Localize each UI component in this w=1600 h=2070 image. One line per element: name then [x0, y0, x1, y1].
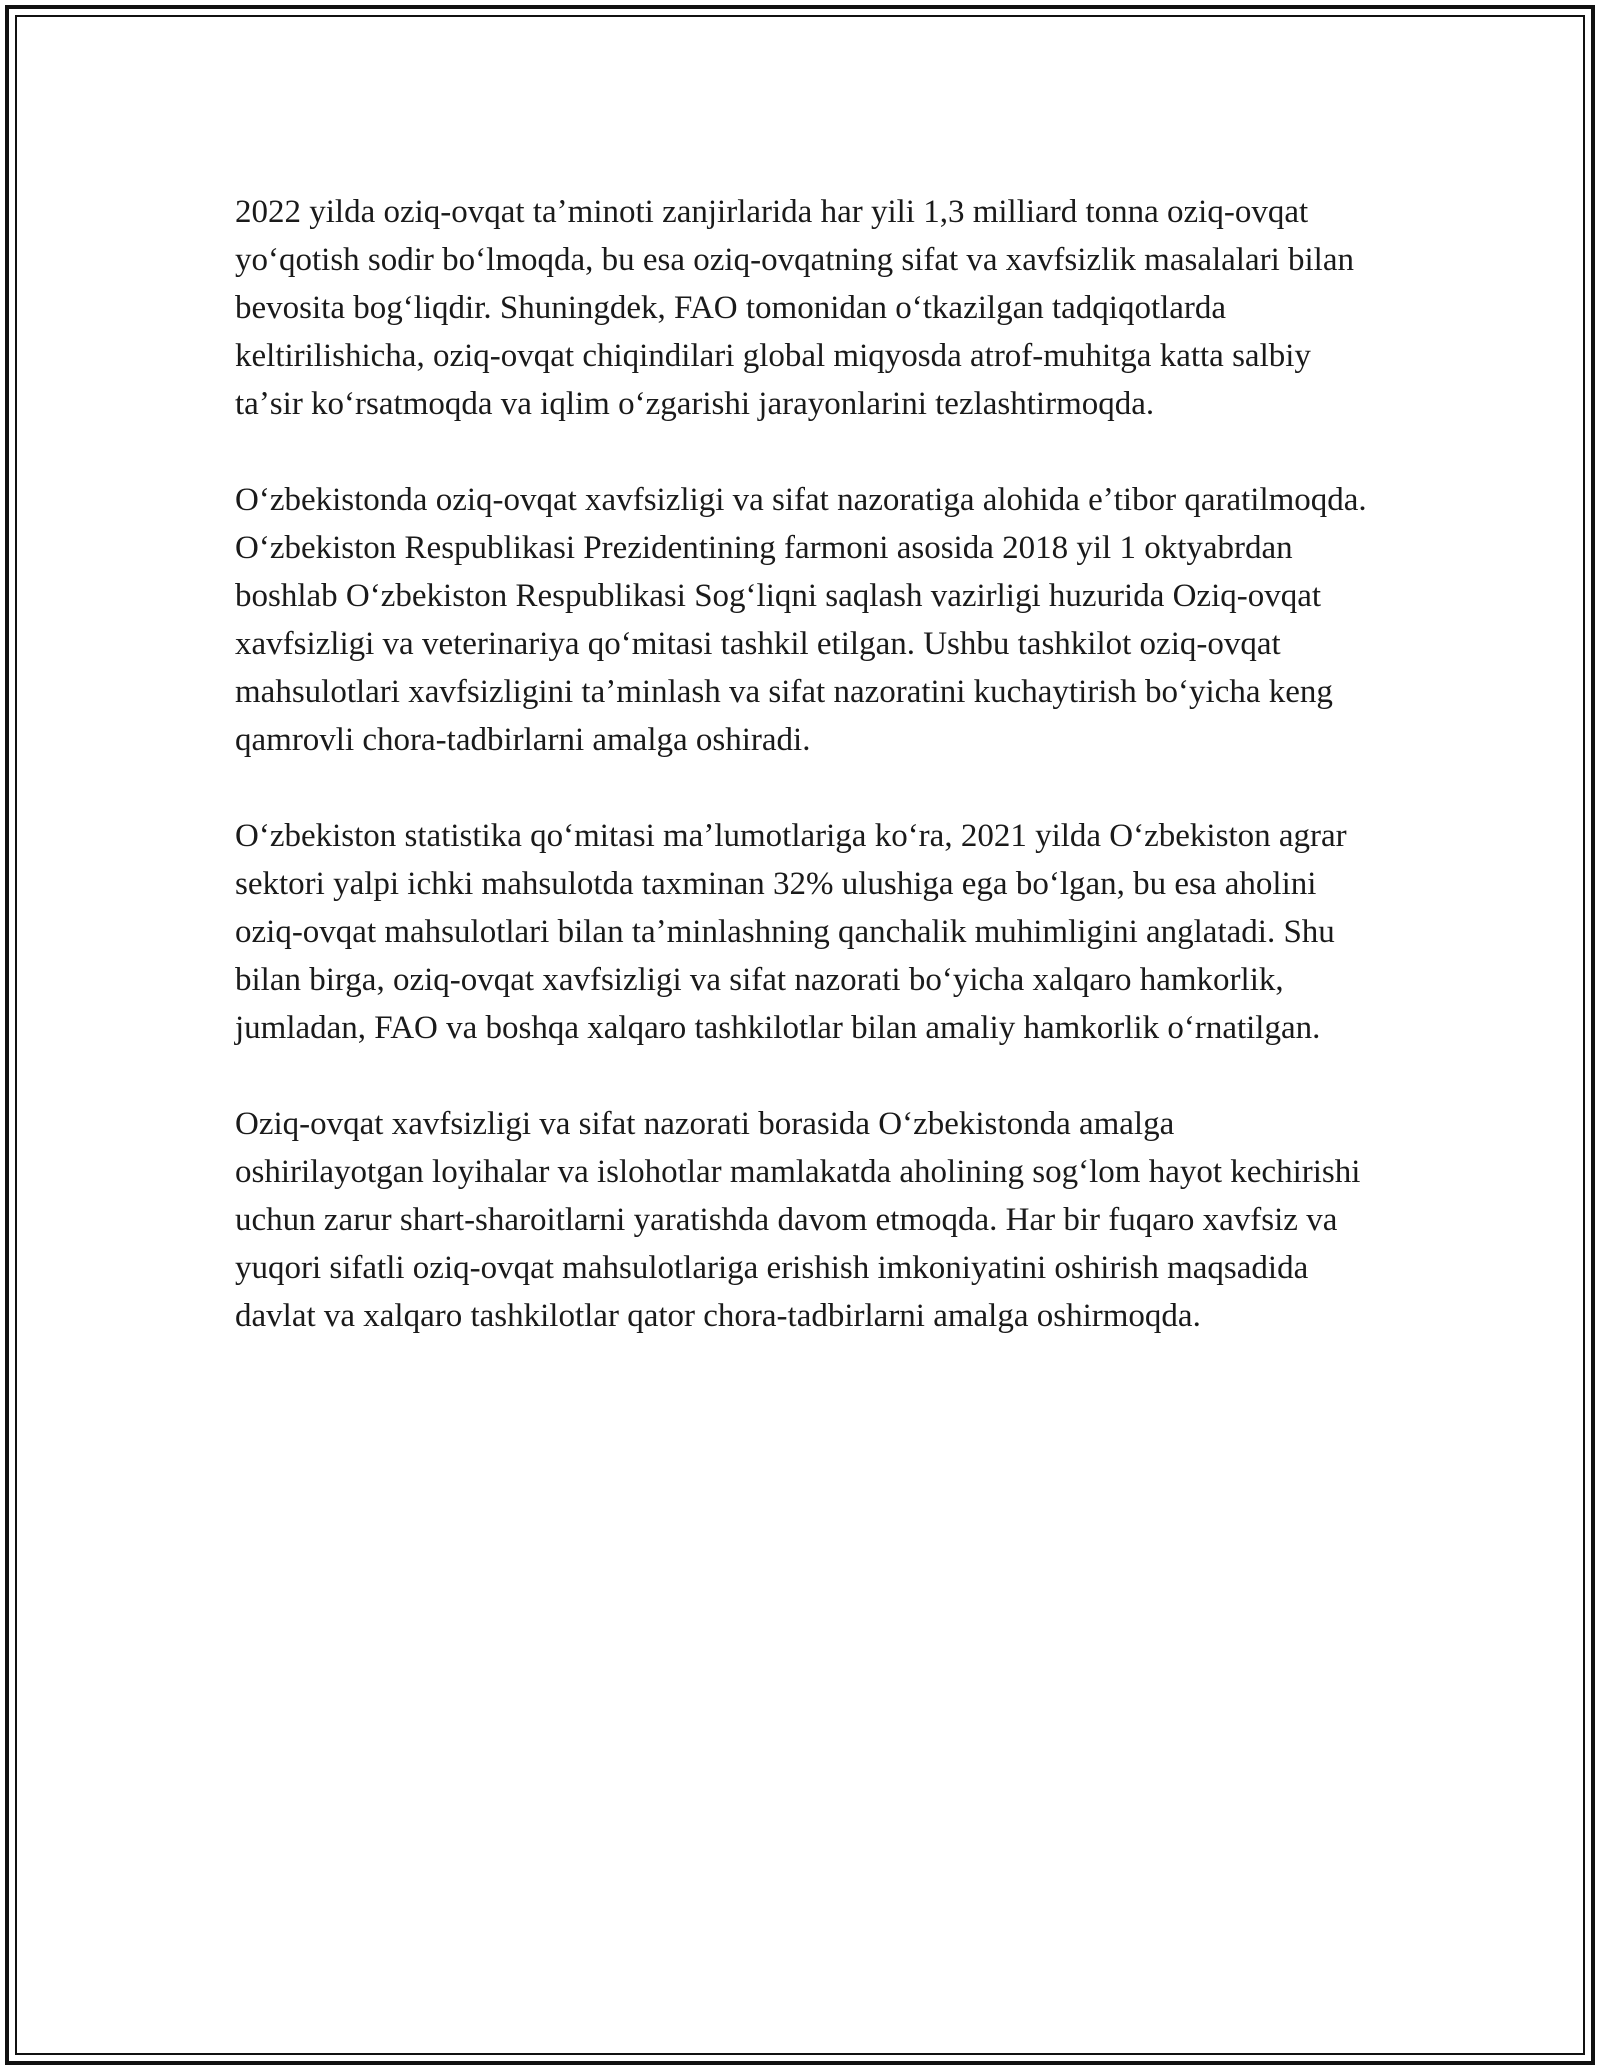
paragraph-food-loss: 2022 yilda oziq-ovqat taʼminoti zanjirlarida har yili 1,3 milliard tonna oziq-ovqat yoʻqotish sodir boʻlmoqda, bu esa oziq-ovqatning sifat va xavfsizlik masalalari bilan bevosita bogʻliqdir. Shuningdek, FAO tomonidan oʻtkazilgan tadqiqotlarda keltirilishicha, oziq-ovqat chiqindilari global miqyosda atrof-muhitga katta salbiy taʼsir koʻrsatmoqda va iqlim oʻzgarishi jarayonlarini tezlashtirmoqda. [235, 194, 1354, 422]
paragraph-reforms: Oziq-ovqat xavfsizligi va sifat nazorati borasida Oʻzbekistonda amalga oshirilayotgan loyihalar va islohotlar mamlakatda aholining sogʻlom hayot kechirishi uchun zarur shart-sharoitlarni yaratishda davom etmoqda. Har bir fuqaro xavfsiz va yuqori sifatli oziq-ovqat mahsulotlariga erishish imkoniyatini oshirish maqsadida davlat va xalqaro tashkilotlar qator chora-tadbirlarni amalga oshirmoqda. [235, 1106, 1361, 1334]
paragraph-food-safety-committee: Oʻzbekistonda oziq-ovqat xavfsizligi va sifat nazoratiga alohida eʼtibor qaratilmoqda. Oʻzbekiston Respublikasi Prezidentining farmoni asosida 2018 yil 1 oktyabrdan boshlab Oʻzbekiston Respublikasi Sogʻliqni saqlash vazirligi huzurida Oziq-ovqat xavfsizligi va veterinariya qoʻmitasi tashkil etilgan. Ushbu tashkilot oziq-ovqat mahsulotlari xavfsizligini taʼminlash va sifat nazoratini kuchaytirish boʻyicha keng qamrovli chora-tadbirlarni amalga oshiradi. [235, 482, 1367, 758]
document-body [235, 188, 1370, 1388]
paragraph-statistics: Oʻzbekiston statistika qoʻmitasi maʼlumotlariga koʻra, 2021 yilda Oʻzbekiston agrar sektori yalpi ichki mahsulotda taxminan 32% ulushiga ega boʻlgan, bu esa aholini oziq-ovqat mahsulotlari bilan taʼminlashning qanchalik muhimligini anglatadi. Shu bilan birga, oziq-ovqat xavfsizligi va sifat nazorati boʻyicha xalqaro hamkorlik, jumladan, FAO va boshqa xalqaro tashkilotlar bilan amaliy hamkorlik oʻrnatilgan. [235, 818, 1347, 1046]
